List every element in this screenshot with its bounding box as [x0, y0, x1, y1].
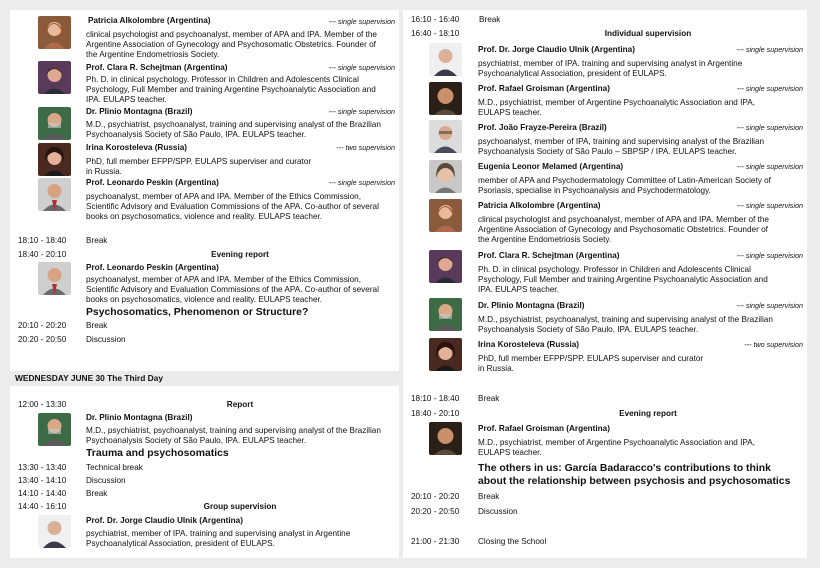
time-slot: 20:20 - 20:50: [411, 507, 460, 516]
time-slot: 20:10 - 20:20: [18, 321, 67, 330]
portrait-schejtman: [429, 250, 462, 283]
section-heading: Report: [226, 400, 254, 409]
portrait-montagna: [38, 107, 71, 140]
supervision-type: --- single supervision: [736, 162, 803, 171]
speaker-bio: M.D., psychiatrist, psychoanalyst, training and supervising analyst of the Brazilian Psychoanalysis Society of São Paulo, IPA. EULAPS teacher.: [86, 120, 381, 140]
speaker-bio: psychoanalyst, member of APA and IPA. Member of the Ethics Commission, Scientific Advisory and Evaluation Commissions of the APA. Co-author of several books on psychosomatics, violence and reality. EULAPS teacher.: [86, 275, 379, 305]
supervision-type: --- single supervision: [736, 201, 803, 210]
speaker-name: Irina Korosteleva (Russia): [478, 340, 580, 349]
speaker-bio: clinical psychologist and psychoanalyst, member of APA and IPA. Member of the Argentine Association of Gynecology and Psychosomatic Obstetrics. Founder of the Argentine Endometriosis Society.: [86, 30, 377, 60]
portrait-alkolombre: [38, 16, 71, 49]
supervision-type: --- single supervision: [736, 84, 803, 93]
session-label: Discussion: [86, 476, 126, 485]
supervision-type: --- single supervision: [736, 301, 803, 310]
talk-title: Trauma and psychosomatics: [86, 448, 229, 459]
time-slot: 18:40 - 20:10: [411, 409, 460, 418]
portrait-ulnik: [38, 515, 71, 548]
speaker-bio: psychoanalyst, member of IPA, training and supervising analyst of the Brazilian Psychoanalysis Society of São Paulo – SBPSP / IPA. EULAPS teacher.: [478, 137, 765, 157]
portrait-montagna: [429, 298, 462, 331]
speaker-name: Prof. Dr. Jorge Claudio Ulnik (Argentina): [86, 516, 243, 525]
speaker-bio: M.D., psychiatrist, member of Argentine Psychoanalytic Association and IPA, EULAPS teacher.: [478, 98, 755, 118]
portrait-peskin: [38, 178, 71, 211]
time-slot: 14:40 - 16:10: [18, 502, 67, 511]
time-slot: 13:40 - 14:10: [18, 476, 67, 485]
supervision-type: --- single supervision: [736, 45, 803, 54]
session-label: Break: [479, 15, 501, 24]
speaker-name: Dr. Plinio Montagna (Brazil): [478, 301, 585, 310]
portrait-korosteleva: [429, 338, 462, 371]
speaker-name: Dr. Plinio Montagna (Brazil): [86, 107, 193, 116]
portrait-montagna: [38, 413, 71, 446]
session-label: Break: [86, 236, 108, 245]
speaker-name: Prof. João Frayze-Pereira (Brazil): [478, 123, 607, 132]
time-slot: 20:20 - 20:50: [18, 335, 67, 344]
time-slot: 14:10 - 14:40: [18, 489, 67, 498]
supervision-type: --- single supervision: [328, 63, 395, 72]
portrait-groisman: [429, 422, 462, 455]
speaker-bio: M.D., psychiatrist, psychoanalyst, training and supervising analyst of the Brazilian Psychoanalysis Society of São Paulo, IPA. EULAPS teacher.: [86, 426, 381, 446]
supervision-type: --- single supervision: [736, 251, 803, 260]
speaker-bio: M.D., psychiatrist, psychoanalyst, training and supervising analyst of the Brazilian Psychoanalysis Society of São Paulo, IPA. EULAPS teacher.: [478, 315, 773, 335]
speaker-name: Dr. Plinio Montagna (Brazil): [86, 413, 193, 422]
speaker-bio: PhD, full member EFPP/SPP. EULAPS superviser and curator in Russia.: [478, 354, 704, 374]
speaker-bio: M.D., psychiatrist, member of Argentine Psychoanalytic Association and IPA, EULAPS teacher.: [478, 438, 755, 458]
session-label: Discussion: [86, 335, 126, 344]
speaker-bio: Ph. D. in clinical psychology. Professor in Children and Adolescents Clinical Psychology, Full Member and training Argentine Psychoanalytic Association and IPA. EULAPS teacher.: [86, 75, 376, 105]
portrait-ulnik: [429, 43, 462, 76]
session-label: Technical break: [86, 463, 143, 472]
supervision-type: --- two supervision: [336, 143, 395, 152]
session-label: Break: [86, 321, 108, 330]
portrait-peskin: [38, 262, 71, 295]
speaker-name: Patricia Alkolombre (Argentina): [478, 201, 601, 210]
time-slot: 12:00 - 13:30: [18, 400, 67, 409]
speaker-name: Eugenia Leonor Melamed (Argentina): [478, 162, 624, 171]
speaker-bio: Ph. D. in clinical psychology. Professor in Children and Adolescents Clinical Psychology, Full Member and training Argentine Psychoanalytic Association and IPA. EULAPS teacher.: [478, 265, 768, 295]
section-heading: Individual supervision: [604, 29, 692, 38]
talk-title: Psychosomatics, Phenomenon or Structure?: [86, 307, 309, 318]
speaker-name: Prof. Rafael Groisman (Argentina): [478, 424, 610, 433]
session-label: Break: [478, 394, 500, 403]
supervision-type: --- single supervision: [328, 17, 395, 26]
speaker-bio: psychiatrist, member of IPA. training and supervising analyst in Argentine Psychoanalytical Association, president of EULAPS.: [478, 59, 743, 79]
speaker-bio: clinical psychologist and psychoanalyst, member of APA and IPA. Member of the Argentine Association of Gynecology and Psychosomatic Obstetrics. Founder of the Argentine Endometriosis Society.: [478, 215, 769, 245]
supervision-type: --- single supervision: [328, 107, 395, 116]
left-page: [10, 10, 399, 558]
speaker-bio: member of APA and Psychodermatology Committee of Latin-American Society of Psoriasis, specialise in Psychoanalysis and Psychodermatology.: [478, 176, 771, 196]
supervision-type: --- single supervision: [328, 178, 395, 187]
time-slot: 16:40 - 18:10: [411, 29, 460, 38]
portrait-schejtman: [38, 61, 71, 94]
time-slot: 18:40 - 20:10: [18, 250, 67, 259]
speaker-name: Irina Korosteleva (Russia): [86, 143, 188, 152]
portrait-groisman: [429, 82, 462, 115]
speaker-name: Prof. Dr. Jorge Claudio Ulnik (Argentina): [478, 45, 635, 54]
speaker-name: Prof. Leonardo Peskin (Argentina): [86, 178, 219, 187]
time-slot: 18:10 - 18:40: [18, 236, 67, 245]
speaker-name: Prof. Clara R. Schejtman (Argentina): [86, 63, 228, 72]
portrait-melamed: [429, 160, 462, 193]
section-heading: Evening report: [619, 409, 677, 418]
portrait-frayze: [429, 120, 462, 153]
right-page: [403, 10, 807, 558]
time-slot: 16:10 - 16:40: [411, 15, 460, 24]
session-label: Break: [86, 489, 108, 498]
time-slot: 21:00 - 21:30: [411, 537, 460, 546]
session-label: Break: [478, 492, 500, 501]
day-heading: WEDNESDAY JUNE 30 The Third Day: [10, 371, 399, 386]
session-label: Closing the School: [478, 537, 547, 546]
talk-title: The others in us: García Badaracco's contributions to think about the relationship between psychosis and psychosomatics: [478, 463, 791, 487]
time-slot: 18:10 - 18:40: [411, 394, 460, 403]
speaker-bio: psychoanalyst, member of APA and IPA. Member of the Ethics Commission, Scientific Advisory and Evaluation Commissions of the APA. Co-author of several books on psychosomatics, violence and reality. EULAPS teacher.: [86, 192, 379, 222]
section-heading: Evening report: [211, 250, 269, 259]
speaker-name: Prof. Clara R. Schejtman (Argentina): [478, 251, 620, 260]
speaker-bio: PhD, full member EFPP/SPP. EULAPS superviser and curator in Russia.: [86, 157, 312, 177]
speaker-name: Prof. Leonardo Peskin (Argentina): [86, 263, 219, 272]
supervision-type: --- single supervision: [736, 123, 803, 132]
speaker-name: Patricia Alkolombre (Argentina): [88, 16, 211, 25]
speaker-bio: psychiatrist, member of IPA. training and supervising analyst in Argentine Psychoanalytical Association, president of EULAPS.: [86, 529, 351, 549]
portrait-korosteleva: [38, 143, 71, 176]
time-slot: 13:30 - 13:40: [18, 463, 67, 472]
portrait-alkolombre: [429, 199, 462, 232]
session-label: Discussion: [478, 507, 518, 516]
speaker-name: Prof. Rafael Groisman (Argentina): [478, 84, 610, 93]
time-slot: 20:10 - 20:20: [411, 492, 460, 501]
supervision-type: --- two supervision: [744, 340, 803, 349]
section-heading: Group supervision: [203, 502, 277, 511]
